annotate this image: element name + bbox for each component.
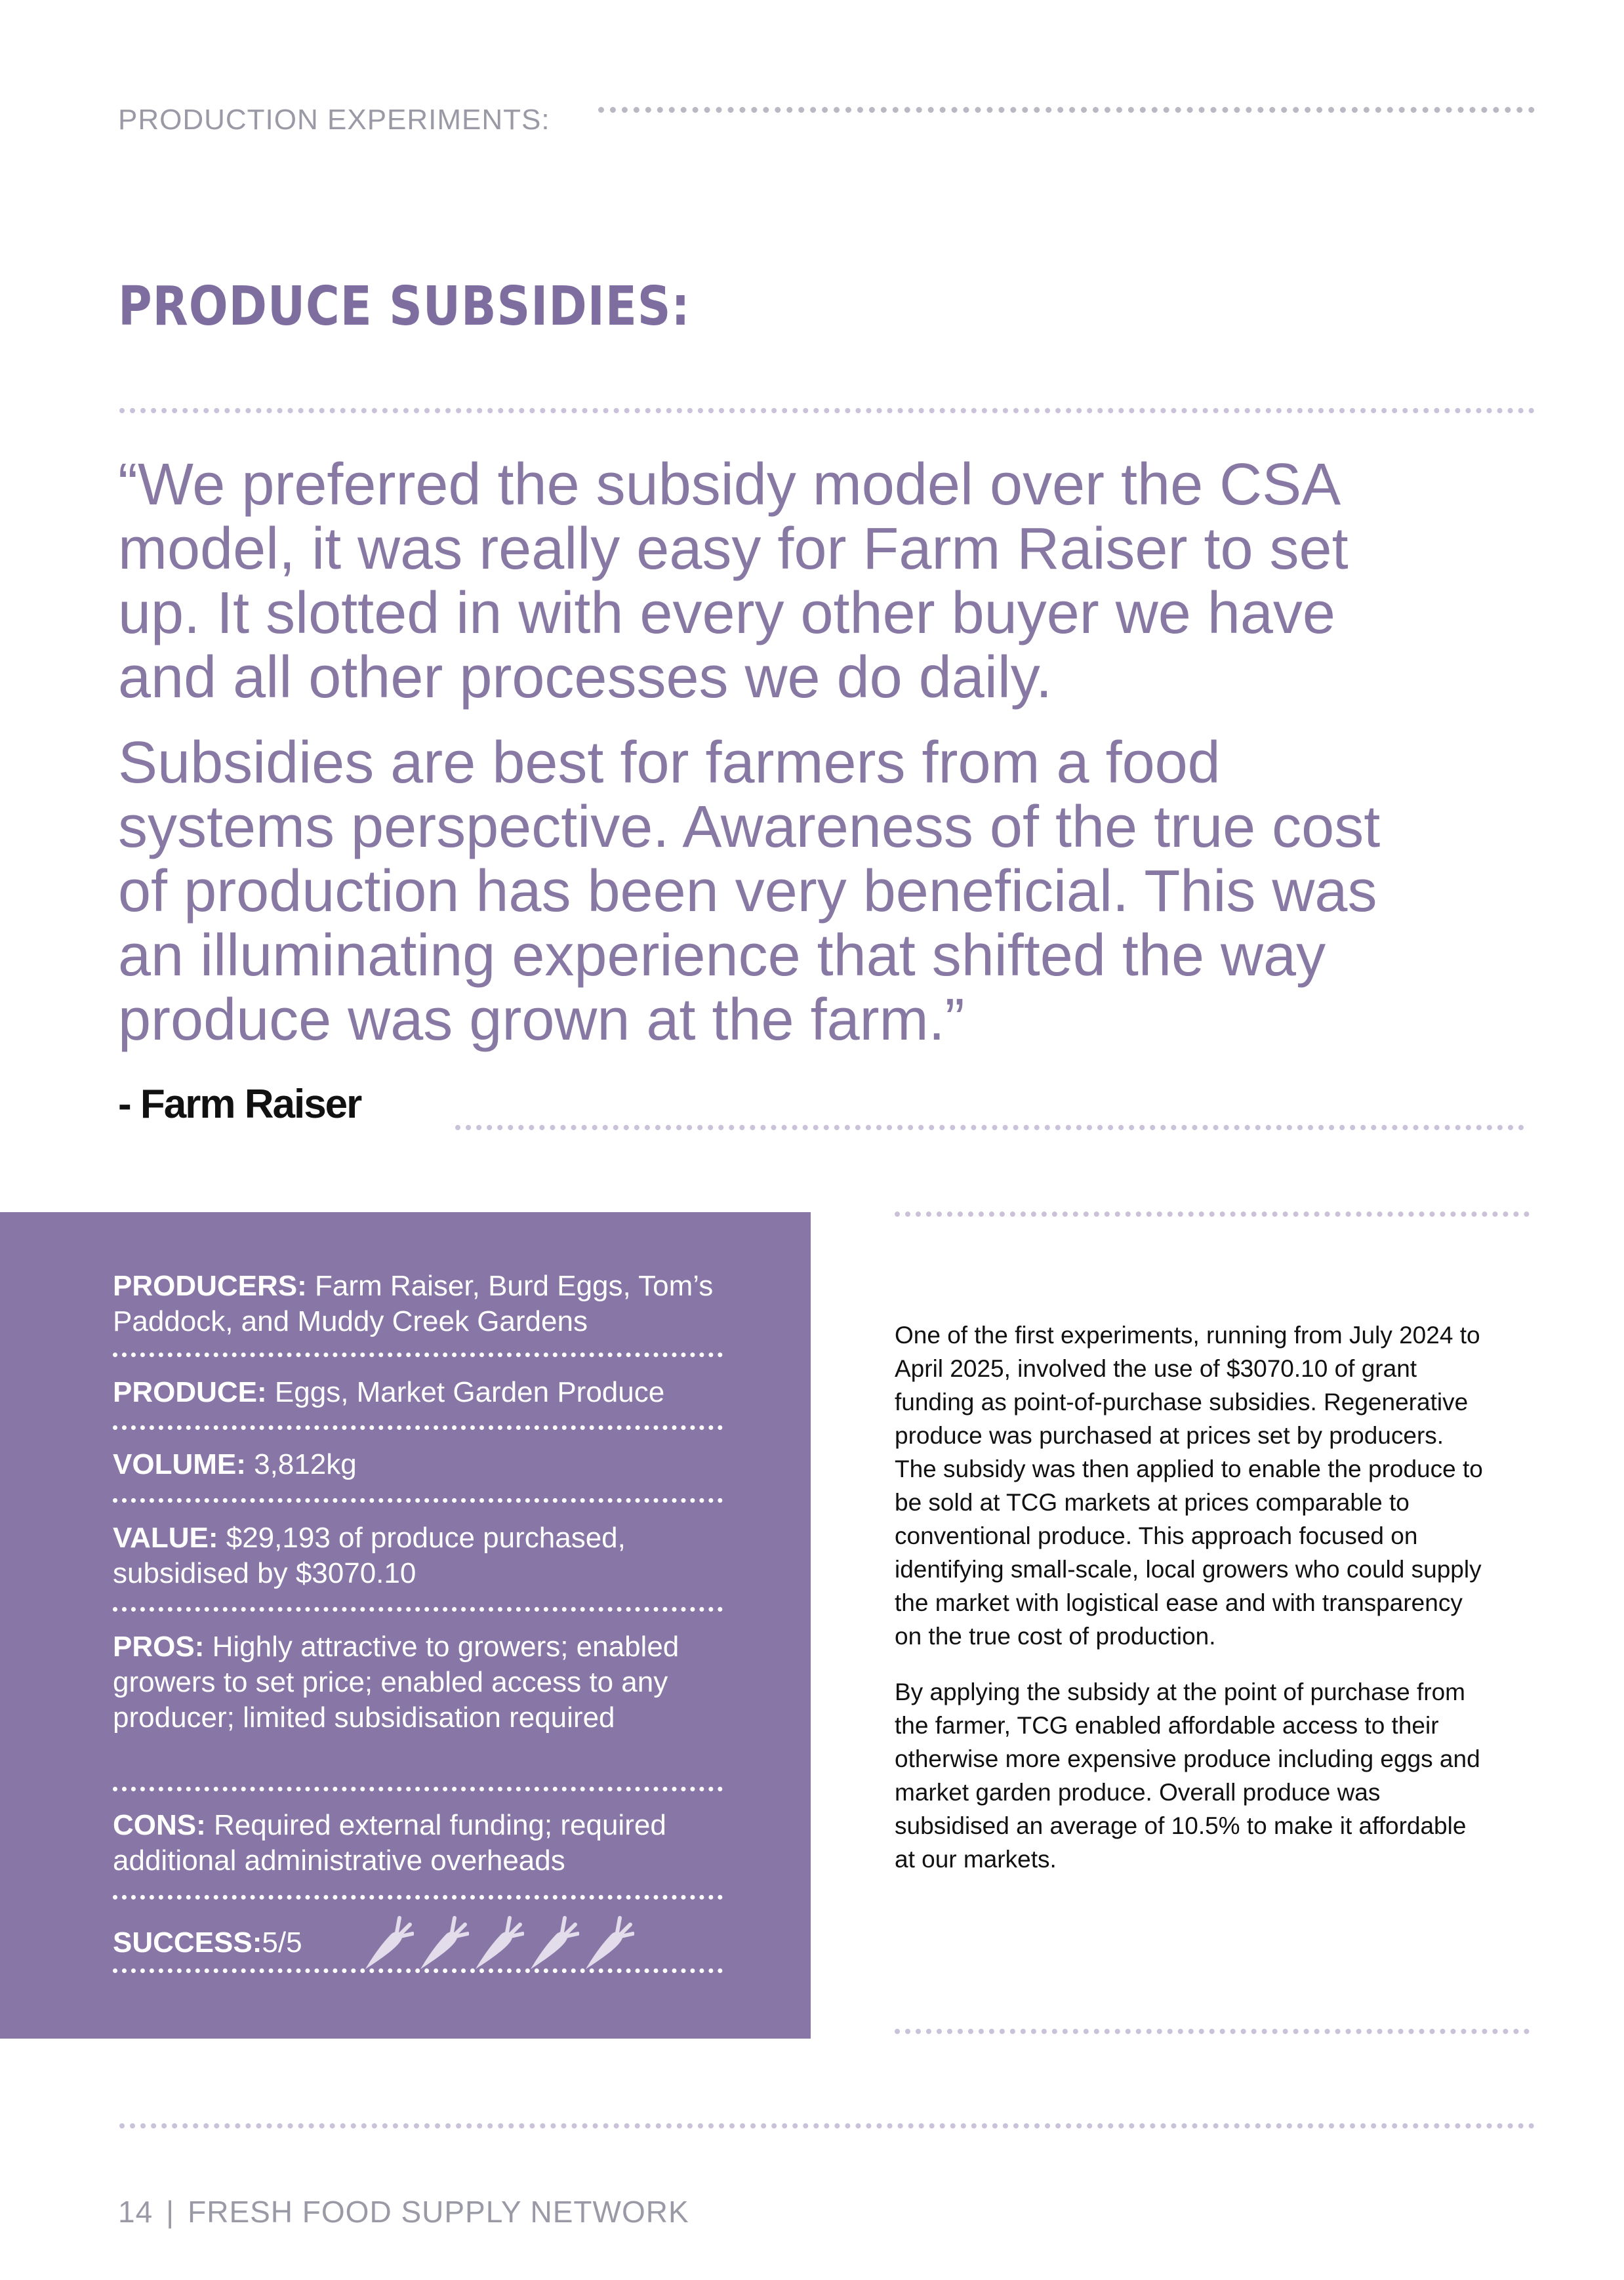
volume-value: 3,812kg [245, 1448, 357, 1480]
producers-value: Farm Raiser, Burd Eggs, Tom’s Paddock, and Muddy Creek Gardens [113, 1270, 714, 1337]
row-divider [113, 1787, 723, 1791]
quote-attribution: - Farm Raiser [118, 1082, 361, 1127]
carrot-icon [582, 1914, 634, 1972]
row-divider [113, 1353, 723, 1357]
pros-row [113, 1629, 723, 1736]
quote-paragraph: “We preferred the subsidy model over the CSA model, it was really easy for Farm Raiser to set up. It slotted in with every other buyer we have and all other processes we do daily. [118, 452, 1349, 710]
publication-name: FRESH FOOD SUPPLY NETWORK [188, 2195, 689, 2229]
body-top-divider [895, 1211, 1530, 1217]
body-text [895, 1318, 1485, 1898]
volume-row [113, 1447, 723, 1482]
row-divider [113, 1968, 723, 1973]
success-row [113, 1914, 723, 1972]
value-row [113, 1520, 723, 1591]
cons-label: CONS: [113, 1809, 206, 1841]
row-divider [113, 1895, 723, 1900]
footer-divider [119, 2123, 1535, 2128]
page-title: PRODUCE SUBSIDIES: [118, 275, 691, 338]
volume-label: VOLUME: [113, 1448, 246, 1480]
pull-quote [118, 453, 1430, 1073]
produce-label: PRODUCE: [113, 1376, 267, 1408]
carrot-icon [361, 1914, 414, 1972]
section-label: PRODUCTION EXPERIMENTS: [118, 104, 550, 136]
experiment-summary-panel [0, 1212, 811, 2039]
row-divider [113, 1498, 723, 1503]
title-divider [119, 408, 1535, 413]
row-divider [113, 1607, 723, 1612]
cons-row [113, 1808, 723, 1879]
producers-label: PRODUCERS: [113, 1270, 307, 1302]
header-divider [598, 107, 1535, 113]
quote-paragraph: Subsidies are best for farmers from a food systems perspective. Awareness of the true cost of production has been very beneficial. This was an illuminating experience that shifted the way produce was grown at the farm.” [118, 730, 1381, 1053]
producers-row [113, 1269, 723, 1339]
page-footer [118, 2194, 689, 2229]
row-divider [113, 1425, 723, 1430]
pros-label: PROS: [113, 1631, 205, 1663]
body-bottom-divider [895, 2029, 1530, 2034]
success-value: 5/5 [262, 1926, 302, 1959]
cons-value: Required external funding; required additional administrative overheads [113, 1809, 666, 1877]
success-rating [361, 1914, 634, 1972]
carrot-icon [416, 1914, 469, 1972]
pros-value: Highly attractive to growers; enabled growers to set price; enabled access to any producer; limited subsidisation required [113, 1631, 680, 1734]
attribution-divider [455, 1125, 1524, 1130]
produce-value: Eggs, Market Garden Produce [266, 1376, 665, 1408]
carrot-icon [472, 1914, 524, 1972]
success-label: SUCCESS: [113, 1926, 262, 1959]
body-paragraph: By applying the subsidy at the point of purchase from the farmer, TCG enabled affordable access to their otherwise more expensive produce including eggs and market garden produce. Overall produce was subsidised an average of 10.5% to make it affordable at our markets. [895, 1679, 1480, 1873]
body-paragraph: One of the first experiments, running from July 2024 to April 2025, involved the use of $3070.10 of grant funding as point-of-purchase subsidies. Regenerative produce was purchased at prices set by producers. The subsidy was then applied to enable the produce to be sold at TCG markets at prices comparable to conventional produce. This approach focused on identifying small-scale, local growers who could supply the market with logistical ease and with transparency on the true cost of production. [895, 1322, 1483, 1650]
page-number: 14 [118, 2195, 153, 2229]
carrot-icon [527, 1914, 579, 1972]
value-label: VALUE: [113, 1522, 218, 1554]
footer-separator: | [166, 2195, 175, 2229]
produce-row [113, 1375, 723, 1410]
value-value: $29,193 of produce purchased, subsidised by $3070.10 [113, 1522, 626, 1589]
